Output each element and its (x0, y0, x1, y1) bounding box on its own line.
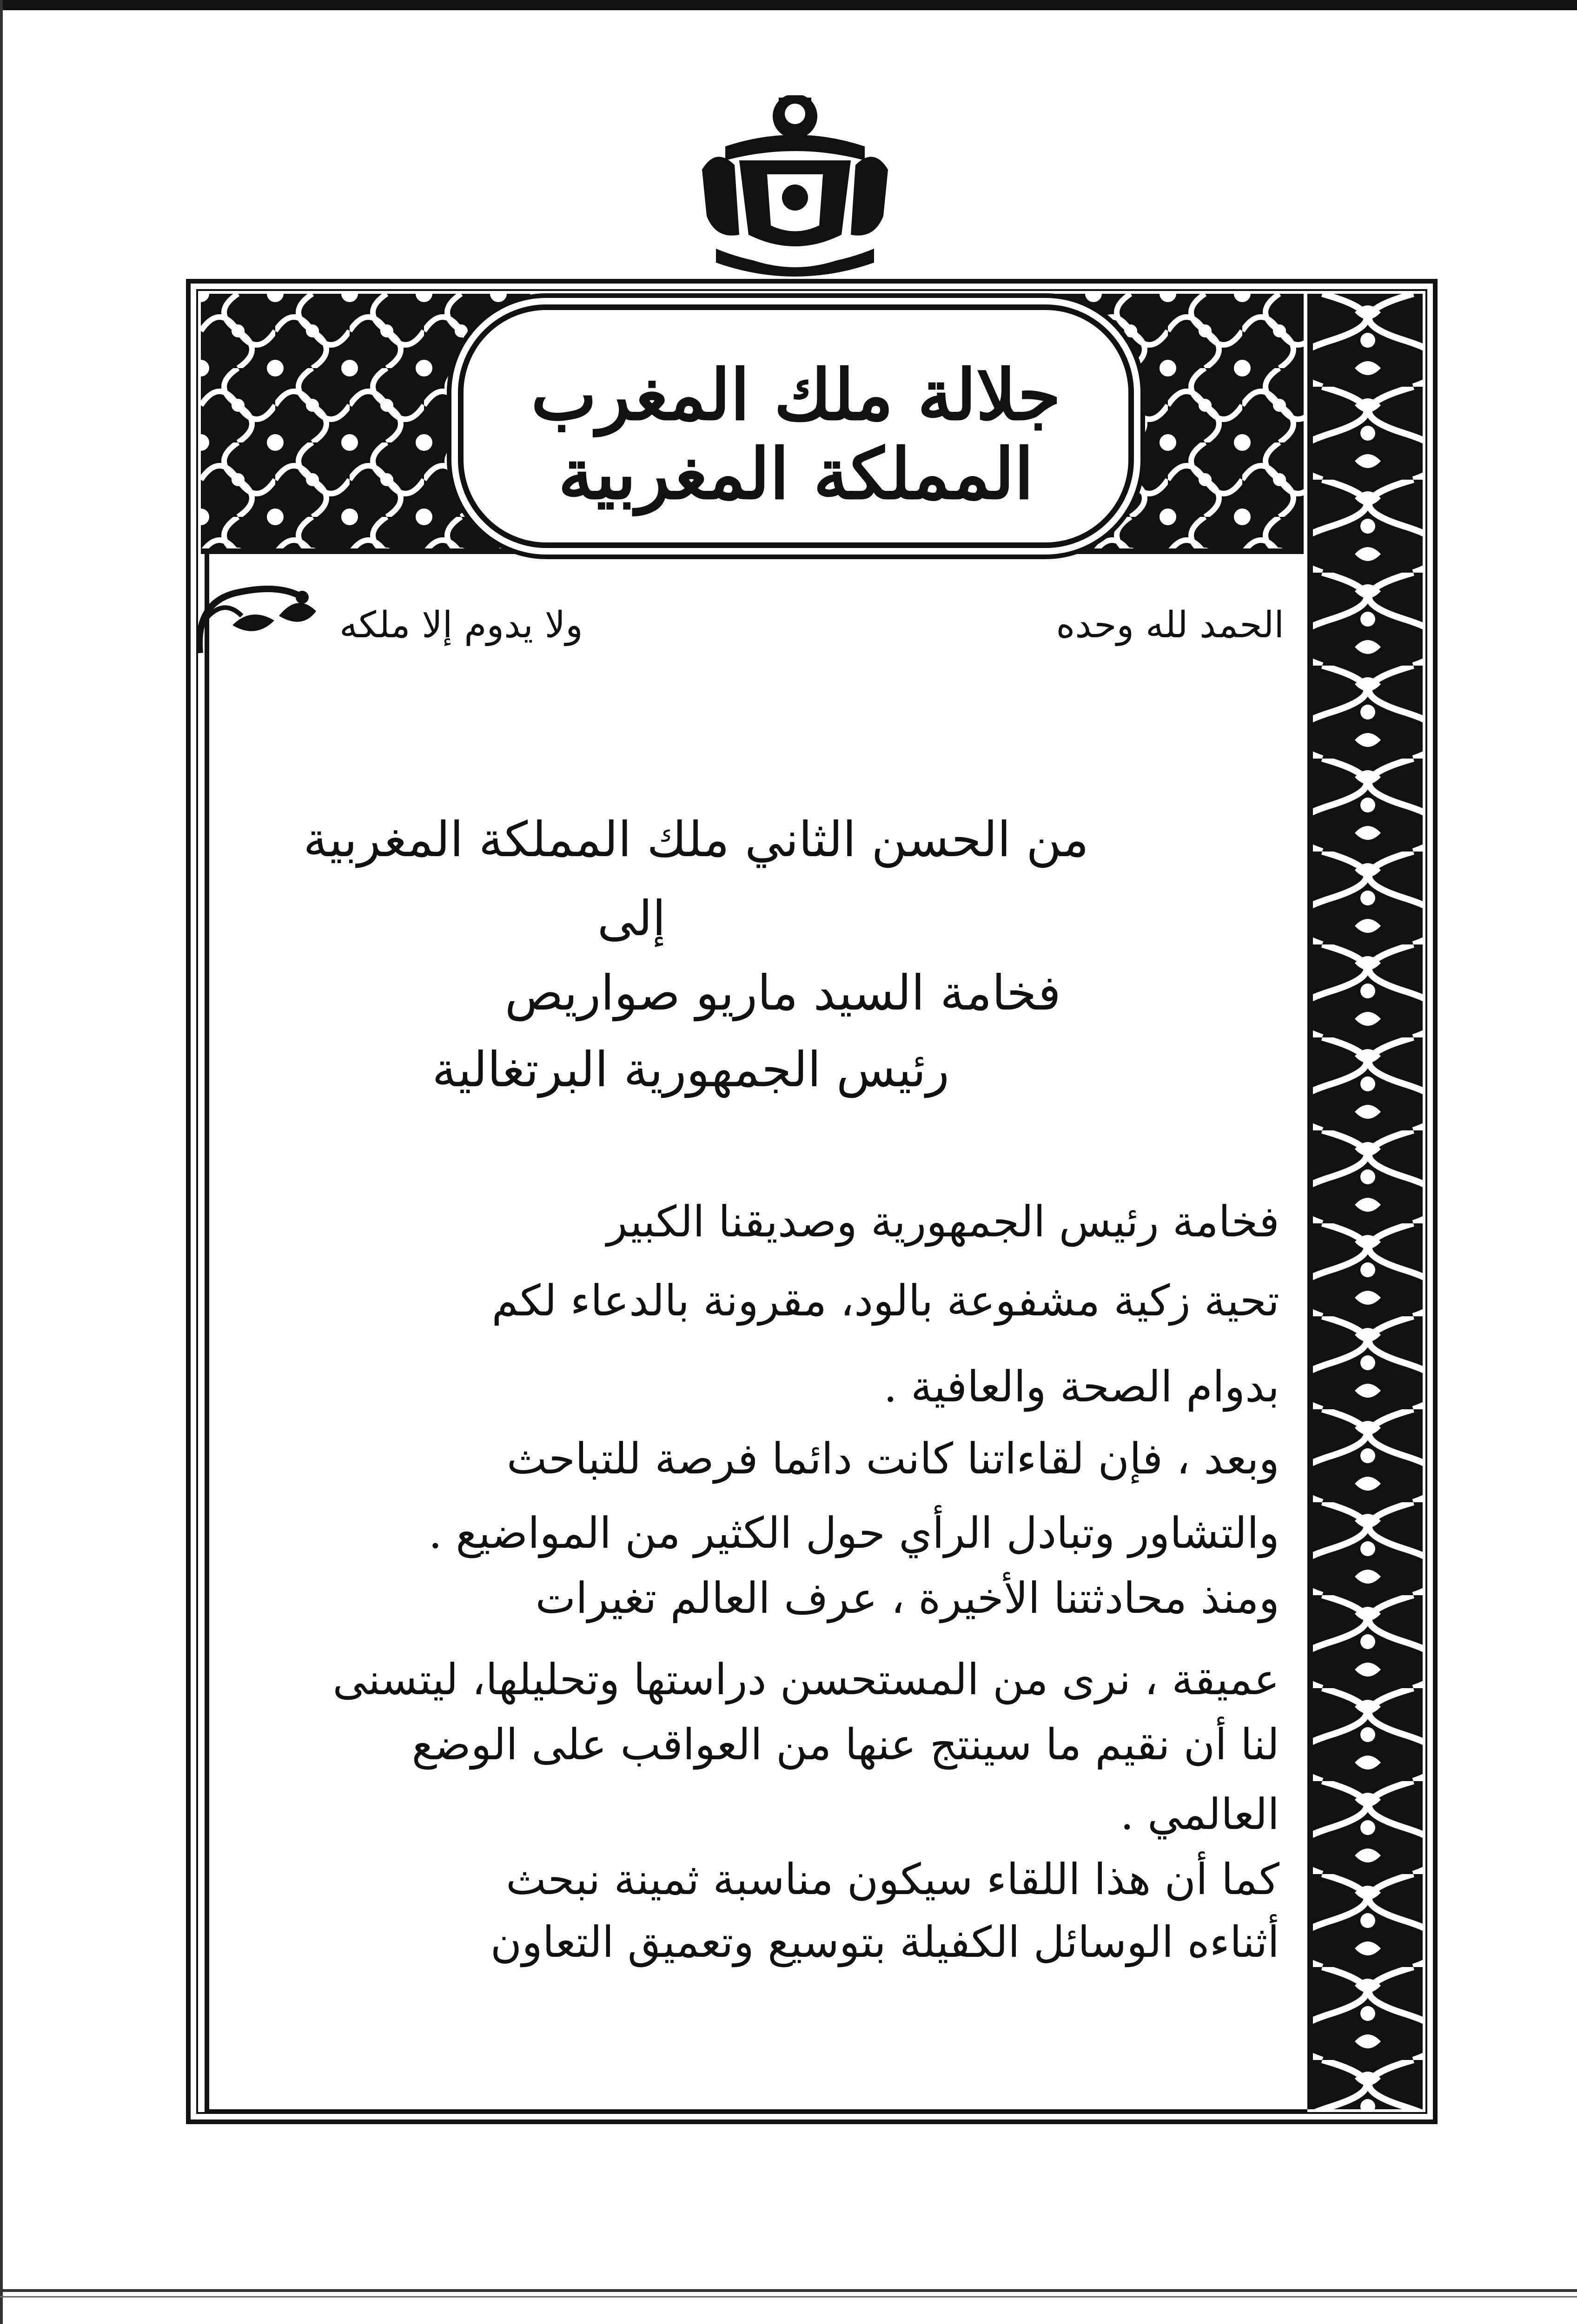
body-line: فخامة رئيس الجمهورية وصديقنا الكبير (607, 1197, 1279, 1247)
page-fold-line (0, 2289, 1577, 2292)
title-line-2: المملكة المغربية (558, 433, 1034, 515)
to-line: إلى (597, 890, 666, 947)
motto-left: ولا يدوم إلا ملكه (339, 604, 583, 646)
body-line: تحية زكية مشفوعة بالود، مقرونة بالدعاء لكم (491, 1276, 1279, 1326)
page-top-edge (0, 0, 1577, 10)
recipient-title: رئيس الجمهورية البرتغالية (432, 1041, 949, 1098)
body-line: لنا أن نقيم ما سينتج عنها من العواقب على الوضع (411, 1720, 1279, 1769)
page-left-edge (0, 0, 3, 2324)
body-line: عميقة ، نرى من المستحسن دراستها وتحليلها، ليتسنى (332, 1655, 1279, 1704)
corner-flourish-icon (186, 565, 325, 658)
motto-right: الحمد لله وحده (1056, 604, 1284, 646)
body-line: العالمي . (1120, 1789, 1279, 1839)
body-line: أثناءه الوسائل الكفيلة بتوسيع وتعميق التعاون (490, 1917, 1279, 1967)
body-line: بدوام الصحة والعافية . (883, 1362, 1279, 1412)
body-line: ومنذ محادثتنا الأخيرة ، عرف العالم تغيرات (535, 1573, 1279, 1623)
title-cartouche (458, 304, 1134, 548)
body-line: والتشاور وتبادل الرأي حول الكثير من المواضيع . (428, 1508, 1279, 1558)
royal-crest-icon (697, 95, 893, 286)
ornamental-right-band (1307, 294, 1423, 2109)
recipient-name: فخامة السيد ماريو صواريص (504, 964, 1061, 1021)
title-line-1: جلالة ملك المغرب (531, 354, 1061, 436)
body-line: كما أن هذا اللقاء سيكون مناسبة ثمينة نبحث (506, 1855, 1279, 1904)
page-fold-line-2 (0, 2296, 1577, 2298)
sender-line: من الحسن الثاني ملك المملكة المغربية (303, 811, 1089, 868)
body-line: وبعد ، فإن لقاءاتنا كانت دائما فرصة للتباحث (506, 1434, 1279, 1484)
